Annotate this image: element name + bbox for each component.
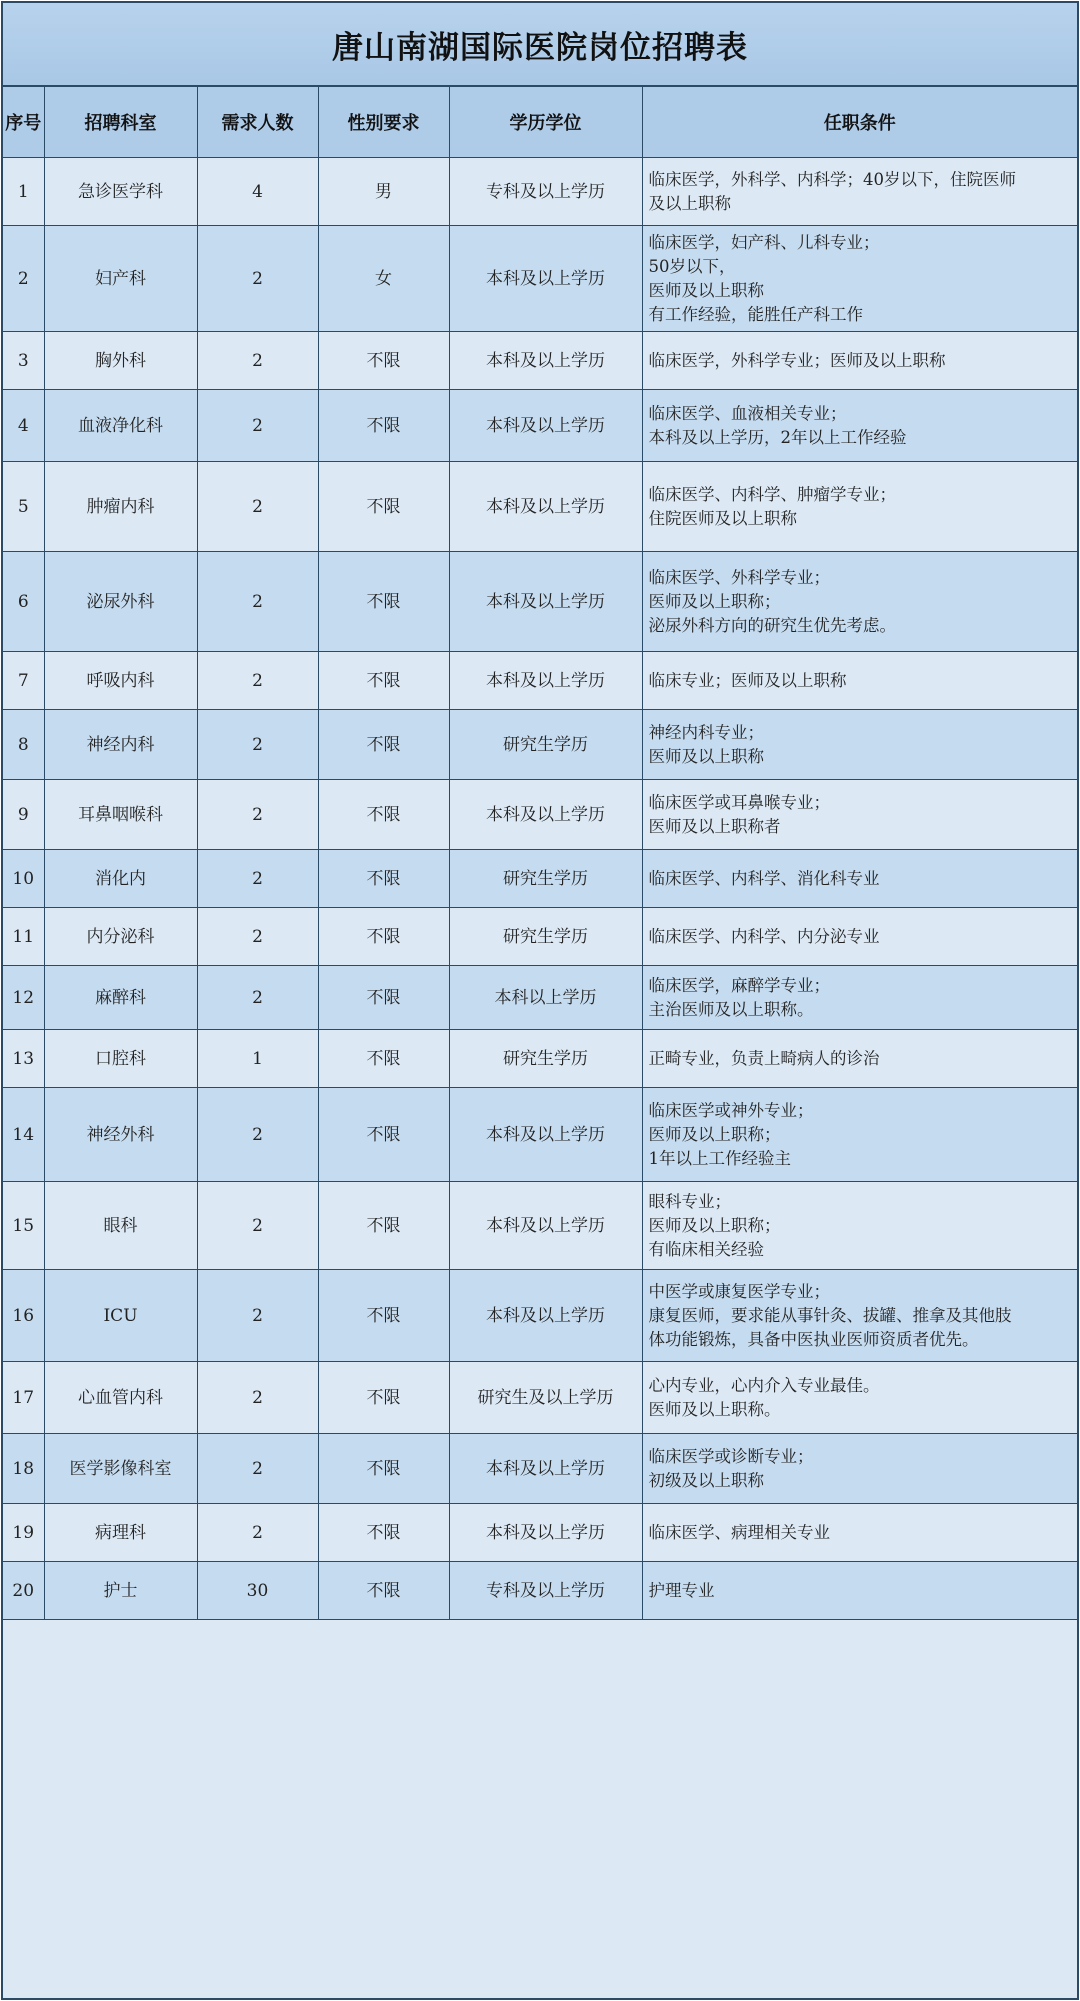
requirements-cell: 临床医学、血液相关专业； 本科及以上学历，2年以上工作经验 bbox=[642, 390, 1077, 462]
education-cell: 本科以上学历 bbox=[449, 966, 642, 1030]
department-cell: 神经外科 bbox=[44, 1088, 197, 1182]
gender-requirement-cell: 不限 bbox=[318, 332, 449, 390]
department-cell: 内分泌科 bbox=[44, 908, 197, 966]
headcount-cell: 4 bbox=[197, 158, 318, 226]
requirements-cell: 临床医学、病理相关专业 bbox=[642, 1504, 1077, 1562]
headcount-cell: 2 bbox=[197, 1504, 318, 1562]
row-number-cell: 13 bbox=[3, 1030, 44, 1088]
department-cell: 心血管内科 bbox=[44, 1362, 197, 1434]
gender-requirement-cell: 不限 bbox=[318, 1362, 449, 1434]
education-cell: 研究生及以上学历 bbox=[449, 1362, 642, 1434]
gender-requirement-cell: 不限 bbox=[318, 1182, 449, 1270]
education-cell: 专科及以上学历 bbox=[449, 1562, 642, 1620]
education-cell: 研究生学历 bbox=[449, 908, 642, 966]
headcount-cell: 2 bbox=[197, 1270, 318, 1362]
department-cell: 医学影像科室 bbox=[44, 1434, 197, 1504]
department-cell: 麻醉科 bbox=[44, 966, 197, 1030]
row-number-cell: 5 bbox=[3, 462, 44, 552]
recruitment-table bbox=[3, 87, 1077, 1620]
department-cell: 眼科 bbox=[44, 1182, 197, 1270]
gender-requirement-cell: 不限 bbox=[318, 390, 449, 462]
requirements-cell: 临床医学或耳鼻喉专业； 医师及以上职称者 bbox=[642, 780, 1077, 850]
headcount-cell: 2 bbox=[197, 850, 318, 908]
requirements-cell: 临床医学或诊断专业； 初级及以上职称 bbox=[642, 1434, 1077, 1504]
education-cell: 研究生学历 bbox=[449, 850, 642, 908]
requirements-cell: 临床医学、外科学专业； 医师及以上职称； 泌尿外科方向的研究生优先考虑。 bbox=[642, 552, 1077, 652]
headcount-cell: 2 bbox=[197, 390, 318, 462]
row-number-cell: 7 bbox=[3, 652, 44, 710]
requirements-cell: 临床医学，妇产科、儿科专业； 50岁以下， 医师及以上职称 有工作经验，能胜任产科工作 bbox=[642, 226, 1077, 332]
table-row bbox=[3, 780, 1077, 850]
requirements-cell: 临床专业；医师及以上职称 bbox=[642, 652, 1077, 710]
headcount-cell: 2 bbox=[197, 1088, 318, 1182]
gender-requirement-cell: 不限 bbox=[318, 462, 449, 552]
row-number-cell: 16 bbox=[3, 1270, 44, 1362]
gender-requirement-cell: 不限 bbox=[318, 966, 449, 1030]
header-dept: 招聘科室 bbox=[44, 87, 197, 158]
headcount-cell: 2 bbox=[197, 332, 318, 390]
gender-requirement-cell: 不限 bbox=[318, 1434, 449, 1504]
education-cell: 本科及以上学历 bbox=[449, 1434, 642, 1504]
education-cell: 本科及以上学历 bbox=[449, 652, 642, 710]
row-number-cell: 11 bbox=[3, 908, 44, 966]
table-row bbox=[3, 552, 1077, 652]
gender-requirement-cell: 不限 bbox=[318, 908, 449, 966]
headcount-cell: 2 bbox=[197, 1434, 318, 1504]
row-number-cell: 6 bbox=[3, 552, 44, 652]
requirements-cell: 临床医学或神外专业； 医师及以上职称； 1年以上工作经验主 bbox=[642, 1088, 1077, 1182]
requirements-cell: 心内专业，心内介入专业最佳。 医师及以上职称。 bbox=[642, 1362, 1077, 1434]
department-cell: 急诊医学科 bbox=[44, 158, 197, 226]
gender-requirement-cell: 不限 bbox=[318, 1030, 449, 1088]
headcount-cell: 2 bbox=[197, 1182, 318, 1270]
education-cell: 本科及以上学历 bbox=[449, 462, 642, 552]
gender-requirement-cell: 女 bbox=[318, 226, 449, 332]
table-row bbox=[3, 462, 1077, 552]
headcount-cell: 2 bbox=[197, 908, 318, 966]
education-cell: 本科及以上学历 bbox=[449, 226, 642, 332]
row-number-cell: 9 bbox=[3, 780, 44, 850]
header-count: 需求人数 bbox=[197, 87, 318, 158]
requirements-cell: 护理专业 bbox=[642, 1562, 1077, 1620]
gender-requirement-cell: 不限 bbox=[318, 1504, 449, 1562]
gender-requirement-cell: 不限 bbox=[318, 710, 449, 780]
table-row bbox=[3, 652, 1077, 710]
headcount-cell: 2 bbox=[197, 710, 318, 780]
education-cell: 本科及以上学历 bbox=[449, 332, 642, 390]
table-row bbox=[3, 710, 1077, 780]
header-requirements: 任职条件 bbox=[642, 87, 1077, 158]
table-row bbox=[3, 1088, 1077, 1182]
table-row bbox=[3, 1434, 1077, 1504]
headcount-cell: 1 bbox=[197, 1030, 318, 1088]
gender-requirement-cell: 男 bbox=[318, 158, 449, 226]
requirements-cell: 神经内科专业； 医师及以上职称 bbox=[642, 710, 1077, 780]
table-row bbox=[3, 1182, 1077, 1270]
education-cell: 本科及以上学历 bbox=[449, 1182, 642, 1270]
row-number-cell: 10 bbox=[3, 850, 44, 908]
row-number-cell: 20 bbox=[3, 1562, 44, 1620]
table-row bbox=[3, 1562, 1077, 1620]
education-cell: 本科及以上学历 bbox=[449, 390, 642, 462]
department-cell: 血液净化科 bbox=[44, 390, 197, 462]
gender-requirement-cell: 不限 bbox=[318, 652, 449, 710]
department-cell: 消化内 bbox=[44, 850, 197, 908]
department-cell: 妇产科 bbox=[44, 226, 197, 332]
header-row bbox=[3, 87, 1077, 158]
requirements-cell: 眼科专业； 医师及以上职称； 有临床相关经验 bbox=[642, 1182, 1077, 1270]
requirements-cell: 临床医学，外科学专业；医师及以上职称 bbox=[642, 332, 1077, 390]
header-education: 学历学位 bbox=[449, 87, 642, 158]
table-row bbox=[3, 390, 1077, 462]
department-cell: 呼吸内科 bbox=[44, 652, 197, 710]
education-cell: 本科及以上学历 bbox=[449, 1504, 642, 1562]
headcount-cell: 2 bbox=[197, 780, 318, 850]
header-no: 序号 bbox=[3, 87, 44, 158]
table-row bbox=[3, 226, 1077, 332]
table-title: 唐山南湖国际医院岗位招聘表 bbox=[3, 3, 1077, 87]
table-row bbox=[3, 908, 1077, 966]
requirements-cell: 临床医学、内科学、肿瘤学专业； 住院医师及以上职称 bbox=[642, 462, 1077, 552]
gender-requirement-cell: 不限 bbox=[318, 552, 449, 652]
department-cell: 病理科 bbox=[44, 1504, 197, 1562]
row-number-cell: 14 bbox=[3, 1088, 44, 1182]
row-number-cell: 8 bbox=[3, 710, 44, 780]
education-cell: 研究生学历 bbox=[449, 710, 642, 780]
table-row bbox=[3, 1504, 1077, 1562]
gender-requirement-cell: 不限 bbox=[318, 850, 449, 908]
row-number-cell: 19 bbox=[3, 1504, 44, 1562]
row-number-cell: 12 bbox=[3, 966, 44, 1030]
row-number-cell: 17 bbox=[3, 1362, 44, 1434]
recruitment-table-sheet bbox=[1, 1, 1079, 2000]
row-number-cell: 2 bbox=[3, 226, 44, 332]
row-number-cell: 4 bbox=[3, 390, 44, 462]
gender-requirement-cell: 不限 bbox=[318, 1270, 449, 1362]
education-cell: 本科及以上学历 bbox=[449, 780, 642, 850]
table-row bbox=[3, 332, 1077, 390]
row-number-cell: 1 bbox=[3, 158, 44, 226]
department-cell: 护士 bbox=[44, 1562, 197, 1620]
education-cell: 本科及以上学历 bbox=[449, 552, 642, 652]
requirements-cell: 临床医学，外科学、内科学；40岁以下，住院医师 及以上职称 bbox=[642, 158, 1077, 226]
department-cell: 肿瘤内科 bbox=[44, 462, 197, 552]
table-row bbox=[3, 158, 1077, 226]
education-cell: 研究生学历 bbox=[449, 1030, 642, 1088]
requirements-cell: 正畸专业，负责上畸病人的诊治 bbox=[642, 1030, 1077, 1088]
education-cell: 本科及以上学历 bbox=[449, 1088, 642, 1182]
department-cell: 耳鼻咽喉科 bbox=[44, 780, 197, 850]
requirements-cell: 临床医学、内科学、内分泌专业 bbox=[642, 908, 1077, 966]
headcount-cell: 2 bbox=[197, 226, 318, 332]
department-cell: ICU bbox=[44, 1270, 197, 1362]
table-row bbox=[3, 1362, 1077, 1434]
table-row bbox=[3, 1030, 1077, 1088]
table-row bbox=[3, 1270, 1077, 1362]
headcount-cell: 30 bbox=[197, 1562, 318, 1620]
requirements-cell: 中医学或康复医学专业； 康复医师，要求能从事针灸、拔罐、推拿及其他肢 体功能锻炼，具备中医执业医师资质者优先。 bbox=[642, 1270, 1077, 1362]
header-gender: 性别要求 bbox=[318, 87, 449, 158]
row-number-cell: 15 bbox=[3, 1182, 44, 1270]
gender-requirement-cell: 不限 bbox=[318, 1088, 449, 1182]
row-number-cell: 18 bbox=[3, 1434, 44, 1504]
department-cell: 泌尿外科 bbox=[44, 552, 197, 652]
row-number-cell: 3 bbox=[3, 332, 44, 390]
department-cell: 神经内科 bbox=[44, 710, 197, 780]
headcount-cell: 2 bbox=[197, 1362, 318, 1434]
table-row bbox=[3, 966, 1077, 1030]
headcount-cell: 2 bbox=[197, 462, 318, 552]
education-cell: 本科及以上学历 bbox=[449, 1270, 642, 1362]
gender-requirement-cell: 不限 bbox=[318, 780, 449, 850]
requirements-cell: 临床医学，麻醉学专业； 主治医师及以上职称。 bbox=[642, 966, 1077, 1030]
department-cell: 胸外科 bbox=[44, 332, 197, 390]
gender-requirement-cell: 不限 bbox=[318, 1562, 449, 1620]
department-cell: 口腔科 bbox=[44, 1030, 197, 1088]
education-cell: 专科及以上学历 bbox=[449, 158, 642, 226]
table-row bbox=[3, 850, 1077, 908]
headcount-cell: 2 bbox=[197, 552, 318, 652]
headcount-cell: 2 bbox=[197, 652, 318, 710]
requirements-cell: 临床医学、内科学、消化科专业 bbox=[642, 850, 1077, 908]
headcount-cell: 2 bbox=[197, 966, 318, 1030]
table-body bbox=[3, 158, 1077, 1620]
